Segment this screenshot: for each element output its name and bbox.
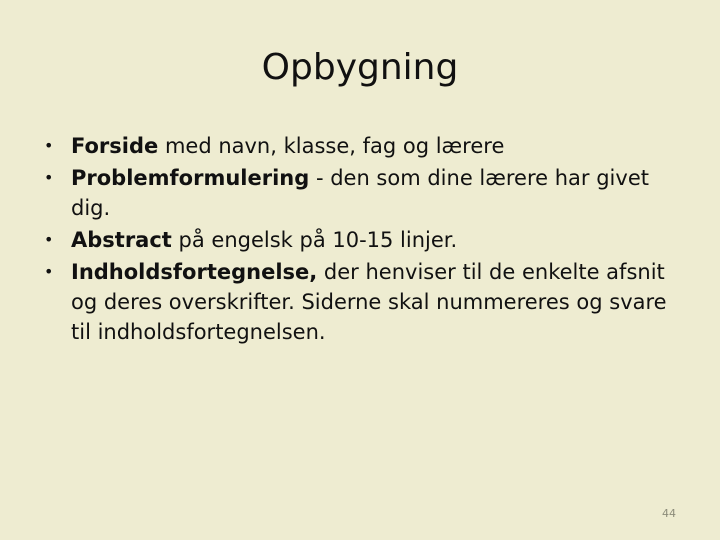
bullet-text: - den som dine lærere har givet dig. xyxy=(71,166,649,220)
bullet-term: Forside xyxy=(71,134,159,158)
bullet-icon: • xyxy=(44,136,54,155)
bullet-text: med navn, klasse, fag og lærere xyxy=(158,134,505,158)
bullet-icon: • xyxy=(44,230,54,249)
slide-number: 44 xyxy=(662,507,676,520)
bullet-text: der henviser til de enkelte afsnit og deres overskrifter. Siderne skal nummereres og svare til indholdsfortegnelsen. xyxy=(71,260,667,344)
bullet-icon: • xyxy=(44,262,54,281)
slide-title: Opbygning xyxy=(261,47,459,88)
bullet-item-problemformulering xyxy=(44,163,684,223)
bullet-text: på engelsk på 10-15 linjer. xyxy=(171,228,458,252)
bullet-term: Indholdsfortegnelse, xyxy=(71,260,318,284)
bullet-term: Problemformulering xyxy=(71,166,310,190)
bullet-item-indholdsfortegnelse xyxy=(44,257,684,347)
bullet-item-abstract xyxy=(44,225,684,255)
bullet-term: Abstract xyxy=(71,228,172,252)
bullet-list xyxy=(44,131,684,349)
bullet-icon: • xyxy=(44,168,54,187)
bullet-item-forside xyxy=(44,131,684,161)
